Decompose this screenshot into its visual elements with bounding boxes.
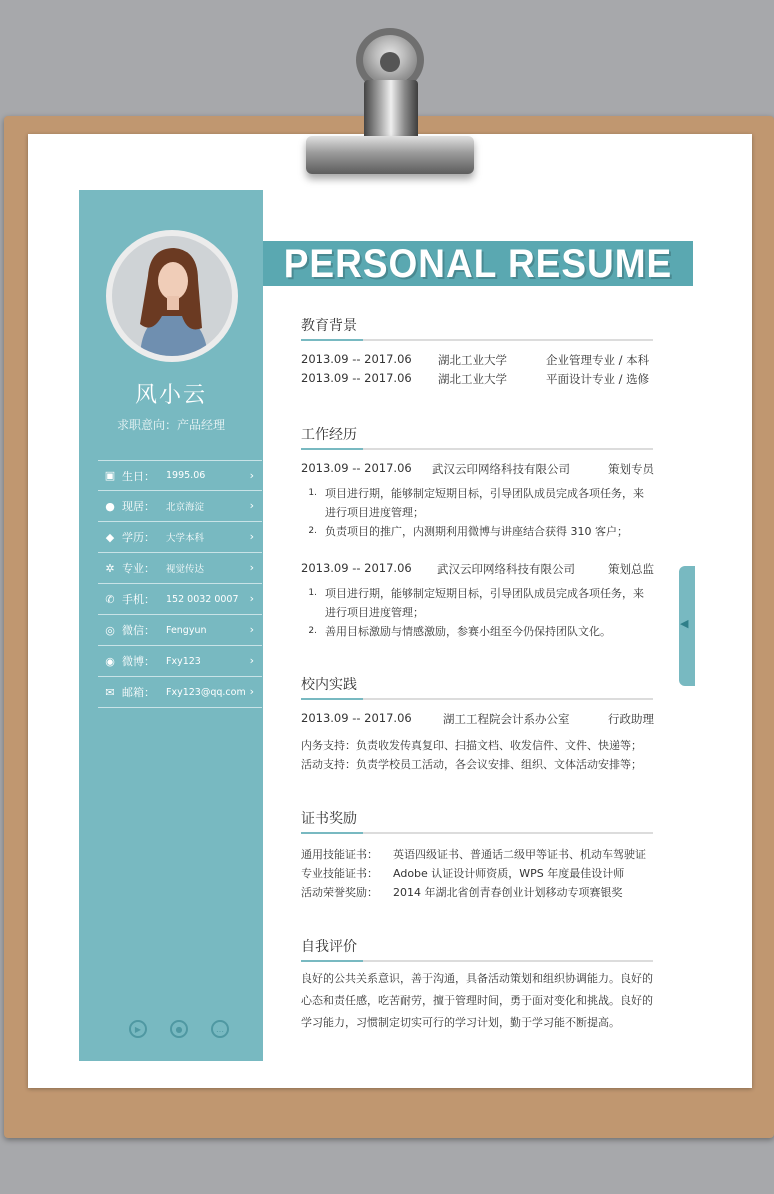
avatar	[106, 230, 238, 362]
section-title-certs: 证书奖励	[301, 811, 357, 827]
work-company: 武汉云印网络科技有限公司	[432, 462, 570, 476]
info-row-major[interactable]: ✲ 专业： 视觉传达 ›	[98, 553, 262, 584]
section-divider	[301, 698, 653, 700]
wechat-icon: ◎	[105, 623, 115, 637]
info-row-birthday[interactable]: ▣ 生日： 1995.06 ›	[98, 460, 262, 491]
list-item: 2. 善用目标激励与情感激励，参赛小组至今仍保持团队文化。	[308, 625, 611, 638]
campus-date: 2013.09 -- 2017.06	[301, 711, 412, 725]
chevron-right-icon: ›	[249, 685, 254, 698]
section-title-campus: 校内实践	[301, 677, 357, 693]
title-banner	[263, 241, 693, 286]
job-intent: 求职意向：产品经理	[116, 418, 225, 432]
chat-bubble-icon[interactable]: …	[211, 1020, 229, 1038]
work-date: 2013.09 -- 2017.06	[301, 561, 412, 575]
info-row-weibo[interactable]: ◉ 微博： Fxy123 ›	[98, 646, 262, 677]
section-title-work: 工作经历	[301, 427, 357, 443]
edu-date: 2013.09 -- 2017.06	[301, 352, 412, 366]
clip-base	[306, 136, 474, 174]
chevron-right-icon: ›	[249, 623, 254, 636]
cert-label: 专业技能证书：	[301, 867, 378, 880]
section-divider	[301, 960, 653, 962]
info-row-location[interactable]: ● 现居： 北京海淀 ›	[98, 491, 262, 522]
work-company: 武汉云印网络科技有限公司	[437, 562, 575, 576]
list-item: 1. 项目进行期，能够制定短期目标，引导团队成员完成各项任务，来进行项目进度管理；	[308, 587, 644, 619]
graduation-cap-icon: ◆	[105, 530, 115, 544]
section-divider	[301, 448, 653, 450]
edu-school: 湖北工业大学	[438, 372, 507, 386]
section-title-self: 自我评价	[301, 939, 357, 955]
edu-school: 湖北工业大学	[438, 353, 507, 367]
section-divider	[301, 832, 653, 834]
work-duties-list	[301, 584, 661, 641]
cert-label: 活动荣誉奖励：	[301, 886, 378, 899]
edu-date: 2013.09 -- 2017.06	[301, 371, 412, 385]
location-icon: ●	[105, 499, 115, 513]
cert-label: 通用技能证书：	[301, 848, 378, 861]
campus-line: 活动支持：负责学校员工活动，各会议安排、组织、文体活动安排等；	[301, 758, 642, 771]
campus-org: 湖工工程院会计系办公室	[443, 712, 570, 726]
clip-body	[364, 80, 418, 142]
list-item: 2. 负责项目的推广，内测期利用微博与讲座结合获得 310 客户；	[308, 525, 628, 538]
mail-icon: ✉	[105, 685, 115, 699]
edu-major: 平面设计专业 / 选修	[546, 372, 650, 386]
gear-icon: ✲	[105, 561, 115, 575]
cert-value: 2014 年湖北省创青春创业计划移动专项赛银奖	[393, 886, 623, 899]
cert-value: 英语四级证书、普通话二级甲等证书、机动车驾驶证	[393, 848, 646, 861]
chevron-right-icon: ›	[249, 654, 254, 667]
chevron-right-icon: ›	[249, 561, 254, 574]
list-item: 1. 项目进行期，能够制定短期目标，引导团队成员完成各项任务，来进行项目进度管理；	[308, 487, 644, 519]
cert-value: Adobe 认证设计师资质，WPS 年度最佳设计师	[393, 867, 625, 880]
contact-info-list	[98, 460, 262, 708]
sidebar-icon-row	[129, 1020, 229, 1038]
weibo-icon: ◉	[105, 654, 115, 668]
work-duties-list	[301, 484, 661, 541]
chevron-right-icon: ›	[249, 469, 254, 482]
chevron-right-icon: ›	[249, 530, 254, 543]
play-icon[interactable]: ▶	[129, 1020, 147, 1038]
work-date: 2013.09 -- 2017.06	[301, 461, 412, 475]
info-row-education[interactable]: ◆ 学历： 大学本科 ›	[98, 522, 262, 553]
calendar-icon: ▣	[104, 469, 116, 482]
page-title: PERSONAL RESUME	[283, 241, 673, 286]
self-evaluation-text: 良好的公共关系意识，善于沟通，具备活动策划和组织协调能力。良好的心态和责任感，吃苦耐劳，擅于管理时间，勇于面对变化和挑战。良好的学习能力，习惯制定切实可行的学习计划，勤于学习能不断提高。	[301, 972, 653, 1029]
chevron-left-icon: ◀	[680, 617, 689, 630]
location-pin-icon[interactable]: ●	[170, 1020, 188, 1038]
info-row-email[interactable]: ✉ 邮箱： Fxy123@qq.com ›	[98, 677, 262, 708]
chevron-right-icon: ›	[249, 499, 254, 512]
side-tab[interactable]	[679, 566, 695, 686]
phone-icon: ✆	[105, 592, 115, 606]
campus-role: 行政助理	[608, 712, 654, 726]
section-title-education: 教育背景	[301, 318, 357, 334]
info-row-wechat[interactable]: ◎ 微信： Fengyun ›	[98, 615, 262, 646]
info-row-phone[interactable]: ✆ 手机： 152 0032 0007 ›	[98, 584, 262, 615]
campus-line: 内务支持：负责收发传真复印、扫描文档、收发信件、文件、快递等；	[301, 739, 642, 752]
work-role: 策划总监	[608, 562, 654, 576]
edu-major: 企业管理专业 / 本科	[546, 353, 650, 367]
profile-sidebar	[79, 190, 263, 1061]
work-role: 策划专员	[608, 462, 654, 476]
profile-name: 风小云	[134, 383, 207, 408]
section-divider	[301, 339, 653, 341]
chevron-right-icon: ›	[249, 592, 254, 605]
